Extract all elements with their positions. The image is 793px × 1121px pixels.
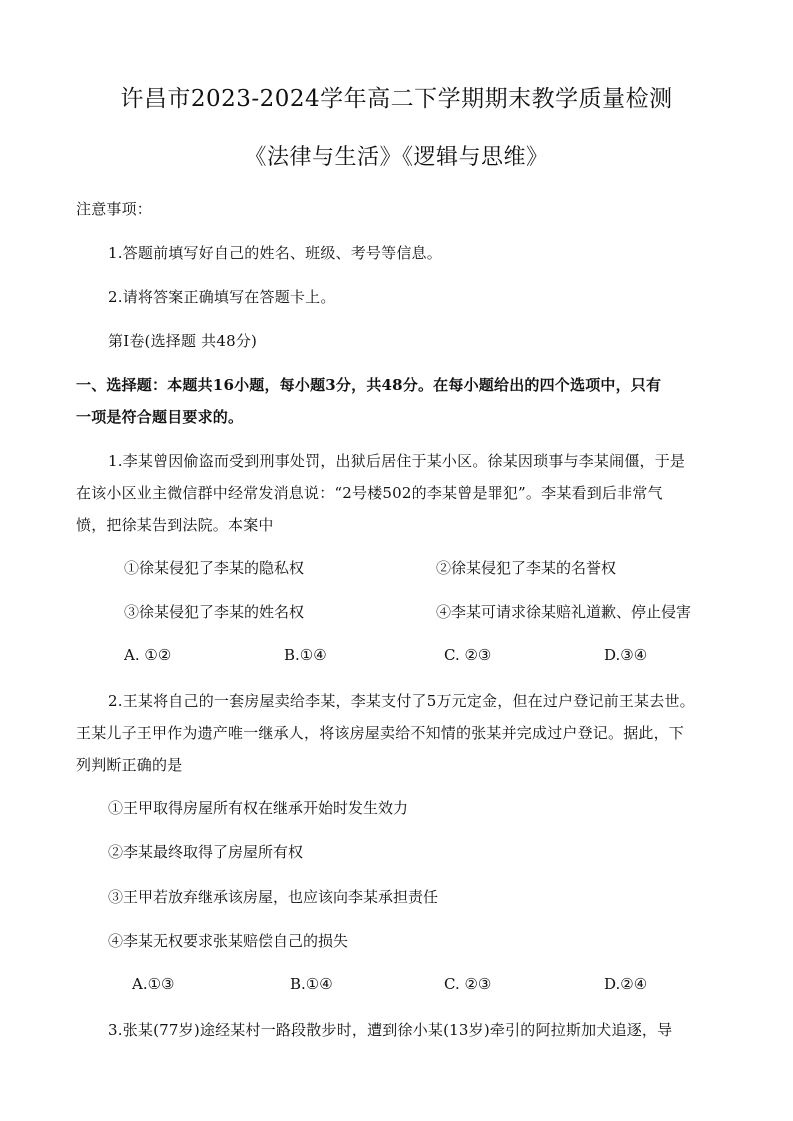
- question-2-statement: ②李某最终取得了房屋所有权: [108, 843, 304, 861]
- question-1-statement: ③徐某侵犯了李某的姓名权: [124, 603, 305, 621]
- question-2-text: 列判断正确的是: [76, 756, 183, 774]
- question-2-choice-a[interactable]: A.①③: [132, 975, 175, 993]
- question-1-statement: ②徐某侵犯了李某的名誉权: [436, 559, 617, 577]
- section-instruction: 一项是符合题目要求的。: [76, 408, 244, 426]
- question-1-choice-a[interactable]: A. ①②: [124, 646, 172, 664]
- question-2-choice-b[interactable]: B.①④: [290, 975, 333, 993]
- question-1-text: 在该小区业主微信群中经常发消息说：“2号楼502的李某曾是罪犯”。李某看到后非常气: [76, 484, 663, 502]
- question-1-choice-b[interactable]: B.①④: [284, 646, 327, 664]
- question-2-statement: ③王甲若放弃继承该房屋，也应该向李某承担责任: [108, 888, 439, 906]
- question-2-statement: ④李某无权要求张某赔偿自己的损失: [108, 932, 349, 950]
- question-2-text: 2.王某将自己的一套房屋卖给李某，李某支付了5万元定金，但在过户登记前王某去世。: [108, 692, 695, 710]
- question-3-text: 3.张某(77岁)途经某村一路段散步时，遭到徐小某(13岁)牵引的阿拉斯加犬追逐，导: [108, 1021, 673, 1039]
- notice-item: 1.答题前填写好自己的姓名、班级、考号等信息。: [108, 244, 442, 262]
- question-1-statement: ④李某可请求徐某赔礼道歉、停止侵害: [436, 603, 692, 621]
- question-1-text: 1.李某曾因偷盗而受到刑事处罚，出狱后居住于某小区。徐某因琐事与李某闹僵，于是: [108, 452, 686, 470]
- notice-item: 2.请将答案正确填写在答题卡上。: [108, 288, 336, 306]
- question-1-text: 愤，把徐某告到法院。本案中: [76, 516, 274, 534]
- question-2-text: 王某儿子王甲作为遗产唯一继承人，将该房屋卖给不知情的张某并完成过户登记。据此，下: [76, 724, 685, 742]
- notice-heading: 注意事项：: [76, 200, 153, 218]
- exam-subtitle: 《法律与生活》《逻辑与思维》: [244, 145, 549, 170]
- section-instruction: 一、选择题：本题共16小题，每小题3分，共48分。在每小题给出的四个选项中，只有: [76, 376, 662, 394]
- question-1-choice-c[interactable]: C. ②③: [444, 646, 492, 664]
- question-2-choice-d[interactable]: D.②④: [604, 975, 648, 993]
- question-2-choice-c[interactable]: C. ②③: [444, 975, 492, 993]
- exam-title: 许昌市2023-2024学年高二下学期期末教学质量检测: [120, 86, 673, 112]
- question-2-statement: ①王甲取得房屋所有权在继承开始时发生效力: [108, 799, 409, 817]
- question-1-choice-d[interactable]: D.③④: [604, 646, 648, 664]
- part-one-heading: 第Ⅰ卷(选择题 共48分): [108, 332, 258, 350]
- question-1-statement: ①徐某侵犯了李某的隐私权: [124, 559, 305, 577]
